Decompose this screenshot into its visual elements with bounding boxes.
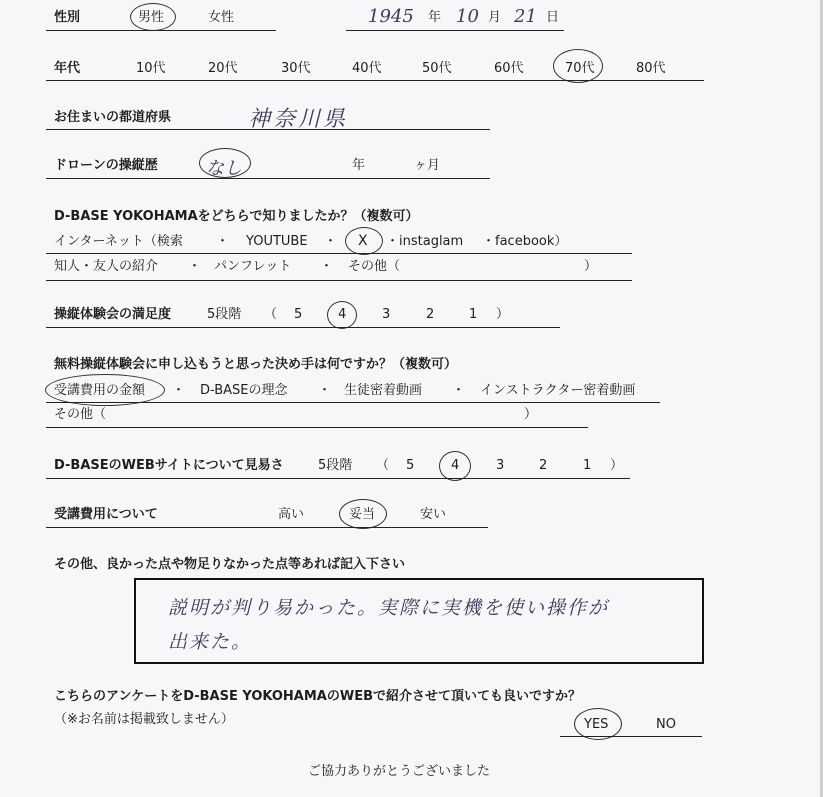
gender-label: 性別 xyxy=(54,10,81,25)
age-option-60s[interactable]: 60代 xyxy=(494,61,524,76)
prefecture-label: お住まいの都道府県 xyxy=(54,110,172,125)
consent-option-yes[interactable]: YES xyxy=(584,717,609,732)
experience-year-unit: 年 xyxy=(352,158,366,173)
decision-separator-2: ・ xyxy=(318,383,332,398)
source-separator-3: ・ xyxy=(188,259,202,274)
website-option-3[interactable]: 3 xyxy=(496,458,505,473)
satisfaction-open-paren: （ xyxy=(264,307,278,322)
age-option-70s[interactable]: 70代 xyxy=(565,61,595,76)
satisfaction-option-4[interactable]: 4 xyxy=(338,307,347,322)
selection-circle-male xyxy=(130,3,176,31)
source-separator-1: ・ xyxy=(216,234,230,249)
consent-note: （※お名前は掲載致しません） xyxy=(54,712,234,727)
birth-month-handwritten: 10 xyxy=(456,6,479,27)
satisfaction-close-paren: ） xyxy=(496,307,510,322)
selection-circle-satisfaction xyxy=(327,301,357,329)
satisfaction-option-2[interactable]: 2 xyxy=(426,307,435,322)
prefecture-handwritten: 神奈川県 xyxy=(248,107,349,132)
website-open-paren: （ xyxy=(376,458,390,473)
age-option-10s[interactable]: 10代 xyxy=(136,61,166,76)
decision-underline-2 xyxy=(46,427,588,428)
comments-question: その他、良かった点や物足りなかった点等あれば記入下さい xyxy=(54,557,406,572)
decision-separator-1: ・ xyxy=(172,383,186,398)
birth-year-handwritten: 1945 xyxy=(368,6,414,27)
selection-circle-website xyxy=(439,451,471,481)
source-option-pamphlet[interactable]: パンフレット xyxy=(214,259,292,274)
satisfaction-option-1[interactable]: 1 xyxy=(469,307,478,322)
source-option-internet[interactable]: インターネット（検索 xyxy=(54,234,183,249)
source-option-other[interactable]: その他（ xyxy=(348,259,401,274)
experience-month-unit: ヶ月 xyxy=(414,158,441,173)
fee-option-cheap[interactable]: 安い xyxy=(420,507,447,522)
age-option-40s[interactable]: 40代 xyxy=(352,61,382,76)
age-option-20s[interactable]: 20代 xyxy=(208,61,238,76)
source-other-close: ） xyxy=(584,259,598,274)
selection-circle-source xyxy=(345,227,383,255)
website-label: D-BASEのWEBサイトについて見易さ xyxy=(54,458,284,473)
satisfaction-label: 操縦体験会の満足度 xyxy=(54,307,172,322)
website-underline xyxy=(46,478,630,479)
source-option-instagram[interactable]: ・instaglam xyxy=(386,234,464,249)
fee-underline xyxy=(46,527,488,528)
website-option-4[interactable]: 4 xyxy=(451,458,460,473)
prefecture-underline xyxy=(46,129,490,130)
source-separator-4: ・ xyxy=(320,259,334,274)
decision-separator-3: ・ xyxy=(452,383,466,398)
selection-circle-age xyxy=(553,49,603,83)
comments-handwritten-line-1: 説明が判り易かった。実際に実機を使い操作が xyxy=(168,597,610,619)
gender-option-female[interactable]: 女性 xyxy=(208,10,235,25)
source-underline-1 xyxy=(46,253,632,254)
selection-circle-experience xyxy=(199,148,251,178)
gender-underline xyxy=(46,30,276,31)
consent-underline xyxy=(560,736,702,737)
experience-underline xyxy=(46,178,490,179)
satisfaction-underline xyxy=(46,327,560,328)
selection-circle-fee xyxy=(339,499,387,529)
birth-month-unit: 月 xyxy=(488,10,502,25)
experience-handwritten: なし xyxy=(206,158,242,179)
website-option-2[interactable]: 2 xyxy=(539,458,548,473)
fee-label: 受講費用について xyxy=(54,507,158,522)
source-question: D-BASE YOKOHAMAをどちらで知りましたか？（複数可） xyxy=(54,209,419,224)
consent-option-no[interactable]: NO xyxy=(656,717,676,732)
birth-day-handwritten: 21 xyxy=(514,6,537,27)
decision-option-fee[interactable]: 受講費用の金額 xyxy=(54,383,146,398)
source-separator-2: ・ xyxy=(324,234,338,249)
experience-label: ドローンの操縦歴 xyxy=(54,158,158,173)
birthdate-underline xyxy=(346,30,564,31)
age-option-80s[interactable]: 80代 xyxy=(636,61,666,76)
satisfaction-option-3[interactable]: 3 xyxy=(382,307,391,322)
fee-option-high[interactable]: 高い xyxy=(278,507,305,522)
source-option-facebook[interactable]: ・facebook） xyxy=(482,234,568,249)
decision-option-other[interactable]: その他（ xyxy=(54,407,107,422)
birth-year-unit: 年 xyxy=(428,10,442,25)
fee-option-fair[interactable]: 妥当 xyxy=(349,507,376,522)
gender-option-male[interactable]: 男性 xyxy=(138,10,165,25)
birth-day-unit: 日 xyxy=(546,10,560,25)
thanks-message: ご協力ありがとうございました xyxy=(308,764,491,779)
age-option-50s[interactable]: 50代 xyxy=(422,61,452,76)
age-option-30s[interactable]: 30代 xyxy=(281,61,311,76)
age-underline xyxy=(46,80,704,81)
website-option-1[interactable]: 1 xyxy=(583,458,592,473)
website-option-5[interactable]: 5 xyxy=(406,458,415,473)
decision-question: 無料操縦体験会に申し込もうと思った決め手は何ですか？（複数可） xyxy=(54,357,458,372)
comments-handwritten-line-2: 出来た。 xyxy=(168,631,253,653)
age-label: 年代 xyxy=(54,61,81,76)
decision-option-student-video[interactable]: 生徒密着動画 xyxy=(344,383,423,398)
decision-option-philosophy[interactable]: D-BASEの理念 xyxy=(200,383,288,398)
decision-option-instructor-video[interactable]: インストラクター密着動画 xyxy=(480,383,636,398)
decision-underline-1 xyxy=(46,402,660,403)
consent-question: こちらのアンケートをD-BASE YOKOHAMAのWEBで紹介させて頂いても良いですか？ xyxy=(54,689,581,704)
source-underline-2 xyxy=(46,280,632,281)
source-option-youtube[interactable]: YOUTUBE xyxy=(246,234,308,249)
satisfaction-option-5[interactable]: 5 xyxy=(294,307,303,322)
decision-other-close: ） xyxy=(524,407,538,422)
source-option-acquaintance[interactable]: 知人・友人の紹介 xyxy=(54,259,159,274)
source-option-x[interactable]: X xyxy=(358,233,368,249)
satisfaction-scale: 5段階 xyxy=(207,307,242,322)
website-scale: 5段階 xyxy=(318,458,353,473)
website-close-paren: ） xyxy=(610,458,624,473)
